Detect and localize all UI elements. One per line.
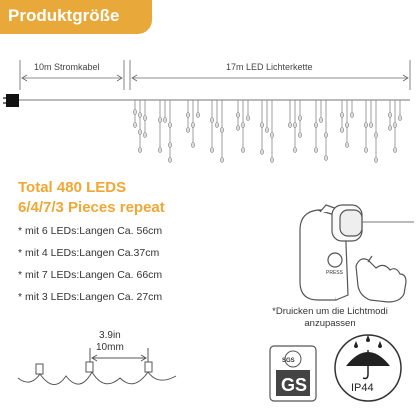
ip-rating-label: IP44 <box>351 382 374 394</box>
cable-length-label: 10m Stromkabel <box>34 62 100 72</box>
list-item: * mit 4 LEDs:Langen Ca.37cm <box>18 247 160 259</box>
spacing-inch: 3.9in <box>99 330 121 341</box>
hand-pointer-icon <box>356 256 406 302</box>
spacing-mm: 10mm <box>96 342 124 353</box>
led-length-list <box>18 224 162 312</box>
caption-line-2: anzupassen <box>304 318 356 329</box>
repeat-pattern: 6/4/7/3 Pieces repeat <box>18 199 165 216</box>
list-item: * mit 3 LEDs:Langen Ca. 27cm <box>18 291 163 303</box>
sgs-label: SGS <box>282 358 295 364</box>
list-item: * mit 7 LEDs:Langen Ca. 66cm <box>18 269 163 281</box>
lights-length-label: 17m LED Lichterkette <box>226 62 313 72</box>
list-item: * mit 6 LEDs:Langen Ca. 56cm <box>18 225 163 237</box>
gs-cert-icon <box>270 346 316 401</box>
plug-icon <box>3 94 19 107</box>
caption-line-1: *Druicken um die Lichtmodi <box>272 306 388 317</box>
press-label: PRESS <box>326 270 343 276</box>
page-title: Produktgröße <box>8 6 120 25</box>
total-leds-block <box>18 178 165 218</box>
controller-caption <box>250 306 410 330</box>
gs-label: GS <box>281 375 308 395</box>
total-leds-title: Total 480 LEDS <box>18 179 127 196</box>
spacing-label <box>96 330 124 354</box>
curtain-lights-icon <box>133 100 401 163</box>
